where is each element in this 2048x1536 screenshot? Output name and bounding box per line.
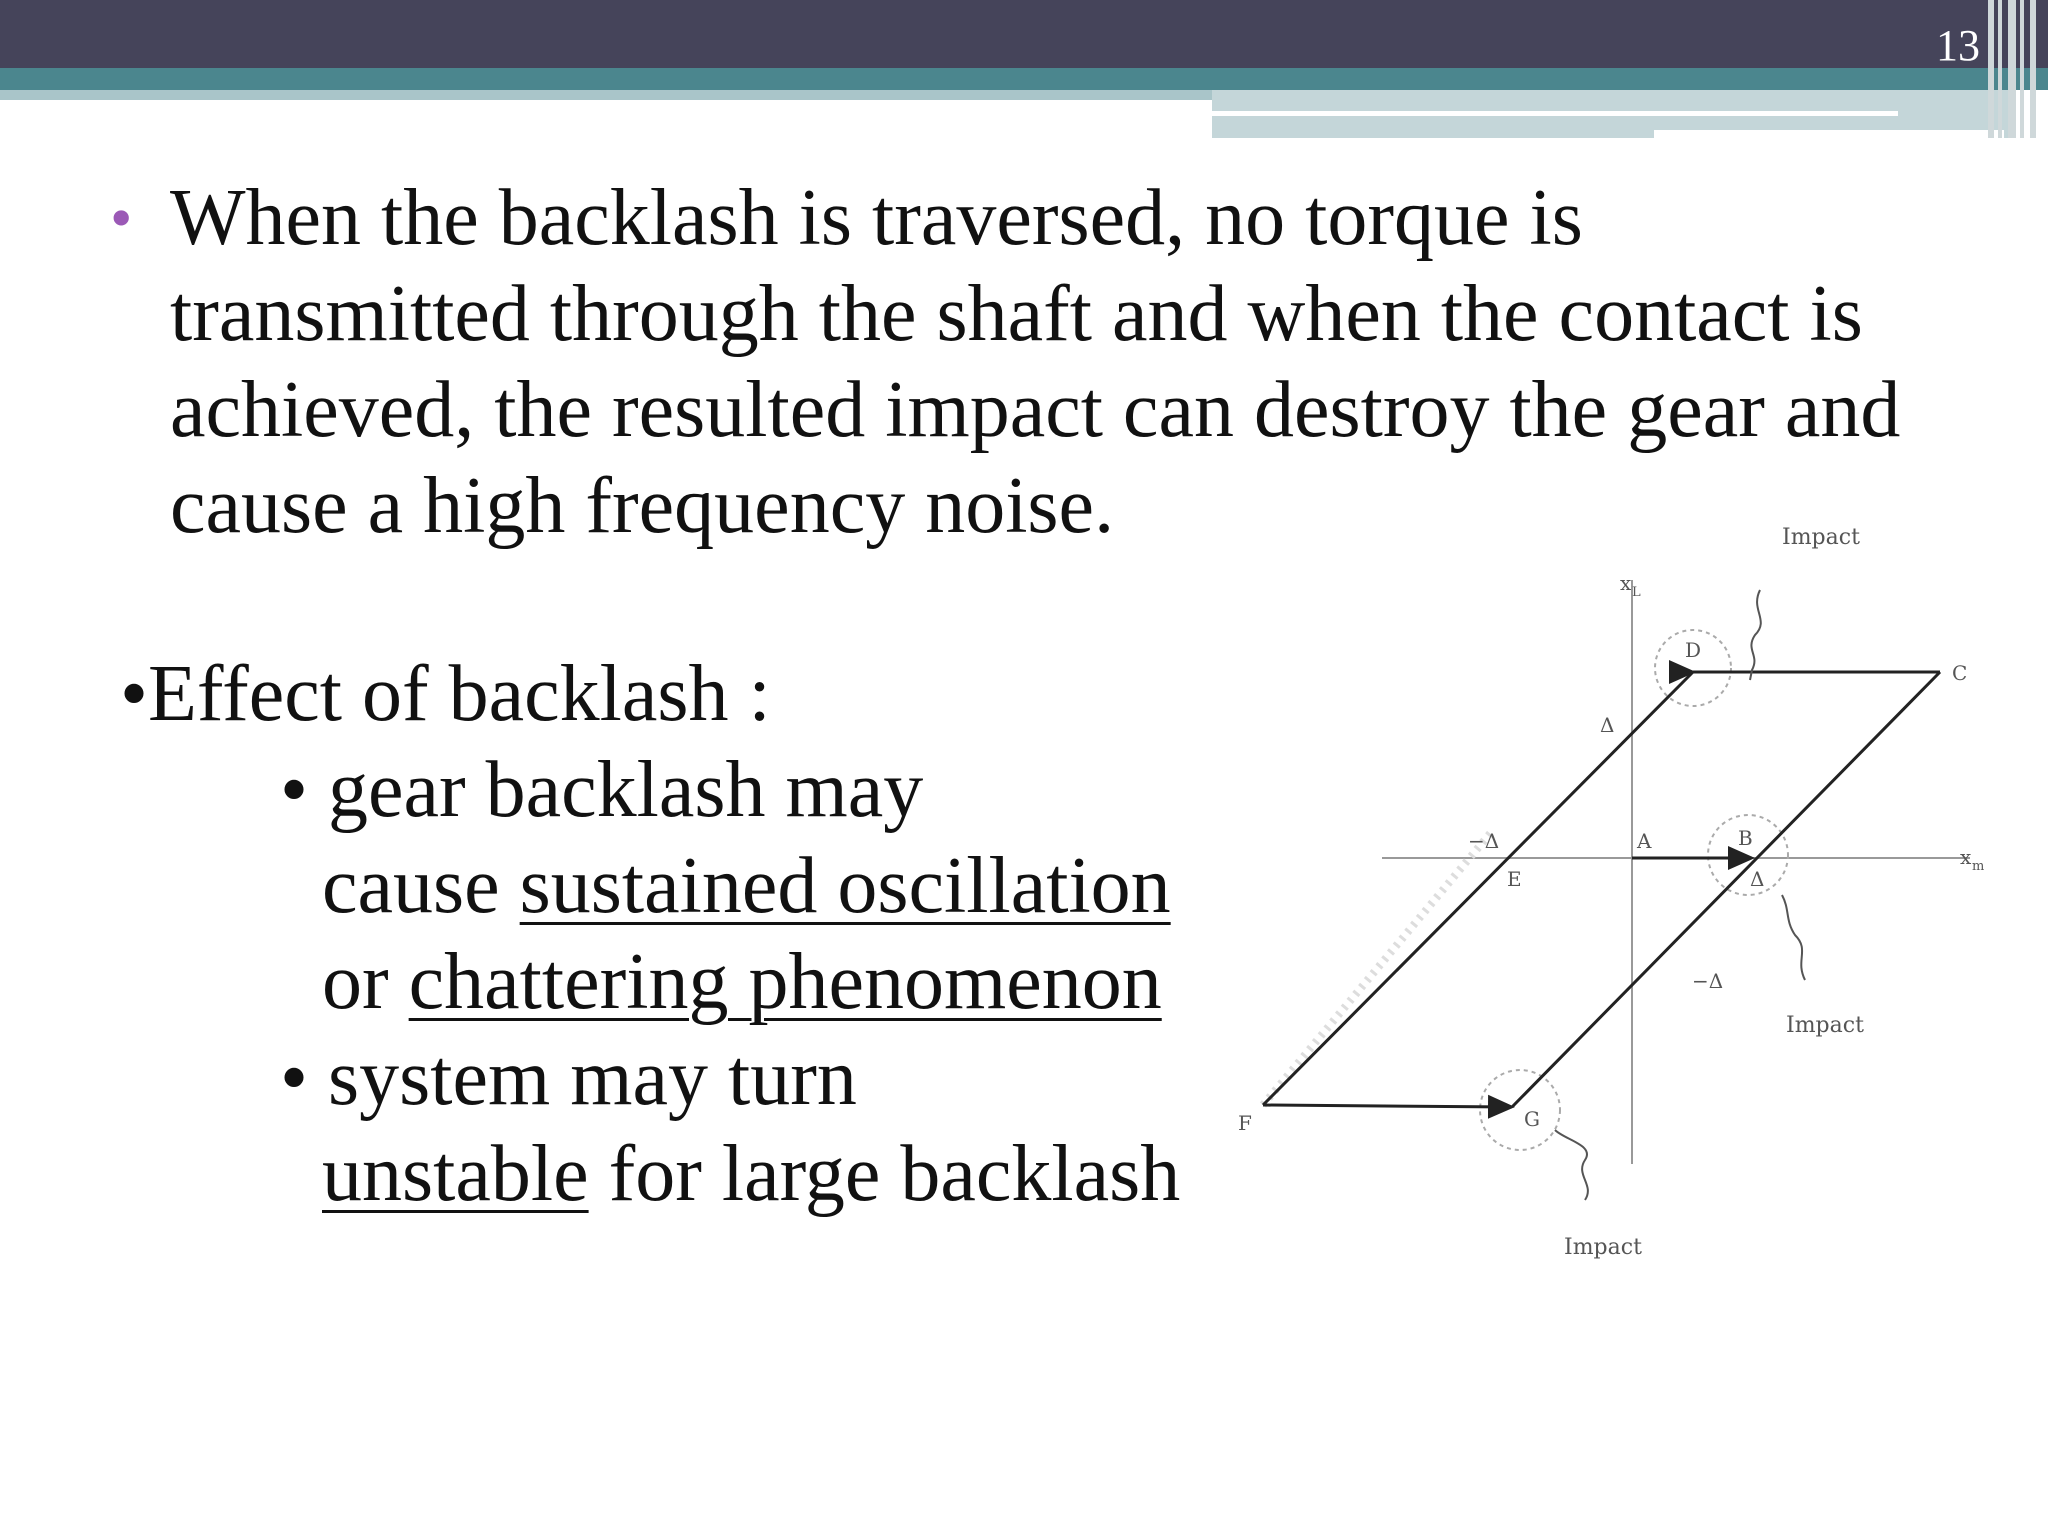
impact-label-right: Impact [1786,1013,1864,1038]
header-divider-line [1212,111,1898,116]
neg-delta-right: −Δ [1692,969,1724,993]
point-d: D [1685,638,1702,662]
header-divider-line [1654,130,2004,138]
axis-y-label: x [1620,571,1632,595]
item1-line1: • gear backlash may [280,746,924,834]
main-paragraph [110,170,1930,554]
header-stripe [2008,0,2016,138]
backlash-diagram [1230,500,2010,1280]
item1-line3-text: or [322,938,409,1026]
axis-x-label: x [1960,845,1972,869]
underlined-term: sustained oscillation [519,842,1171,930]
impact-label-bottom: Impact [1564,1235,1642,1260]
point-c: C [1952,661,1968,685]
item2-line2-text: for large backlash [588,1130,1181,1218]
delta-lower: Δ [1750,867,1765,891]
point-a: A [1637,829,1652,853]
item2-line2 [322,1126,1180,1222]
axis-y-subscript: L [1632,585,1641,600]
segment-c-g [1512,672,1940,1107]
item1-line2 [322,838,1171,934]
paragraph-text: When the backlash is traversed, no torque is transmitted through the shaft and when the contact is achieved, the resulted impact can destroy the gear and cause a high frequency noise. [170,174,1901,550]
header-teal-band [0,68,2048,90]
impact-pointer-top [1750,590,1761,680]
point-g: G [1524,1107,1540,1131]
segment-fg [1263,1105,1512,1107]
slide-number: 13 [1936,21,1980,70]
point-e: E [1507,867,1522,891]
bullet-icon: • [110,182,133,253]
delta-upper: Δ [1600,713,1615,737]
neg-delta-left: −Δ [1468,829,1500,853]
effect-heading: •Effect of backlash : [120,650,771,738]
item2-line1: • system may turn [280,1034,857,1122]
axis-x-subscript: m [1972,859,1985,874]
underlined-term: unstable [322,1130,589,1218]
point-f: F [1238,1111,1252,1135]
header-stripe [2020,0,2024,138]
hatch-left [1263,830,1493,1105]
impact-pointer-bottom [1555,1130,1588,1200]
header-dark-band [0,0,2048,68]
item1-line3 [322,934,1162,1030]
impact-circle-g [1480,1070,1560,1150]
point-b: B [1738,826,1753,850]
impact-pointer-right [1782,895,1805,980]
header-stripe [1998,0,2002,138]
segment-fd [1263,672,1693,1105]
item1-line2-text: cause [322,842,520,930]
header-stripe [2030,0,2036,138]
header-stripe [1988,0,1994,138]
underlined-term: chattering phenomenon [408,938,1162,1026]
header-light-band [0,90,1212,100]
impact-label-top: Impact [1782,525,1860,550]
